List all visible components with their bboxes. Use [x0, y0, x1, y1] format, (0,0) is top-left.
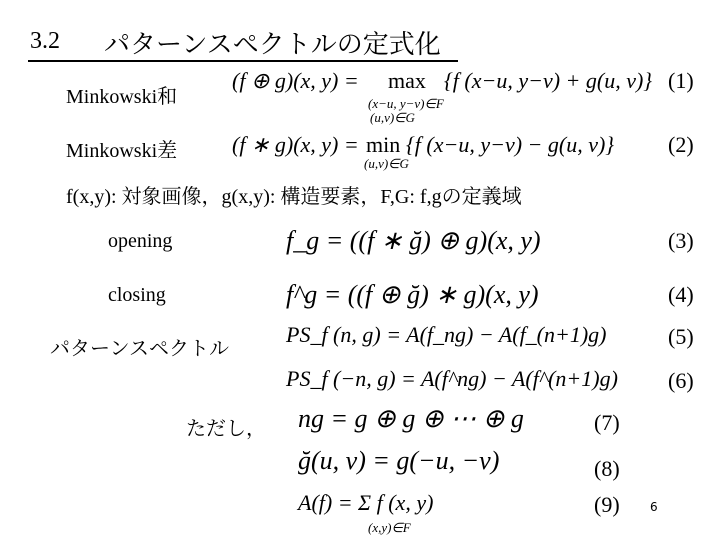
closing-formula: f^g = ((f ⊕ ğ) ∗ g)(x, y) [286, 280, 539, 309]
equation-number-3: (3) [668, 228, 694, 253]
minkowski-diff-label: Minkowski差 [66, 140, 178, 162]
eq9-sum-sub: (x,y)∈F [368, 520, 411, 535]
equation-number-9: (9) [594, 492, 620, 517]
minkowski-diff-rhs: {f (x−u, y−v) − g(u, v)} [406, 132, 615, 157]
minkowski-sum-op-sub2: (u,v)∈G [370, 110, 415, 125]
equation-number-5: (5) [668, 324, 694, 349]
equation-number-7: (7) [594, 410, 620, 435]
minkowski-sum-lhs: (f ⊕ g)(x, y) = [232, 68, 359, 93]
minkowski-sum-op-sub1: (x−u, y−v)∈F [368, 96, 444, 111]
pattern-spectrum-label: パターンスペクトル [50, 336, 229, 360]
section-title: パターンスペクトルの定式化 [104, 30, 441, 60]
equation-number-1: (1) [668, 68, 694, 93]
minkowski-diff-op: min [366, 132, 401, 157]
minkowski-sum-label: Minkowski和 [66, 86, 178, 108]
equation-number-2: (2) [668, 132, 694, 157]
minkowski-sum-op: max [388, 68, 426, 93]
equation-number-8: (8) [594, 456, 620, 481]
closing-label: closing [108, 284, 166, 306]
minkowski-sum-rhs: {f (x−u, y−v) + g(u, v)} [444, 68, 653, 93]
minkowski-diff-op-sub: (u,v)∈G [364, 156, 409, 171]
eq7-formula: ng = g ⊕ g ⊕ ⋯ ⊕ g [298, 404, 524, 433]
minkowski-diff-lhs: (f ∗ g)(x, y) = [232, 132, 359, 157]
pattern-spectrum-eq6: PS_f (−n, g) = A(f^ng) − A(f^(n+1)g) [286, 366, 618, 391]
definition-line: f(x,y): 対象画像，g(x,y): 構造要素，F,G: f,gの定義域 [66, 186, 522, 208]
eq8-formula: ğ(u, v) = g(−u, −v) [298, 446, 500, 475]
page-number: 6 [650, 500, 658, 514]
opening-label: opening [108, 230, 173, 252]
pattern-spectrum-eq5: PS_f (n, g) = A(f_ng) − A(f_(n+1)g) [286, 322, 607, 347]
title-underline [28, 60, 458, 62]
equation-number-4: (4) [668, 282, 694, 307]
equation-number-6: (6) [668, 368, 694, 393]
where-label: ただし， [186, 416, 266, 440]
section-number: 3.2 [30, 28, 60, 54]
opening-formula: f_g = ((f ∗ ğ) ⊕ g)(x, y) [286, 226, 541, 255]
eq9-formula: A(f) = Σ f (x, y) [298, 490, 434, 515]
